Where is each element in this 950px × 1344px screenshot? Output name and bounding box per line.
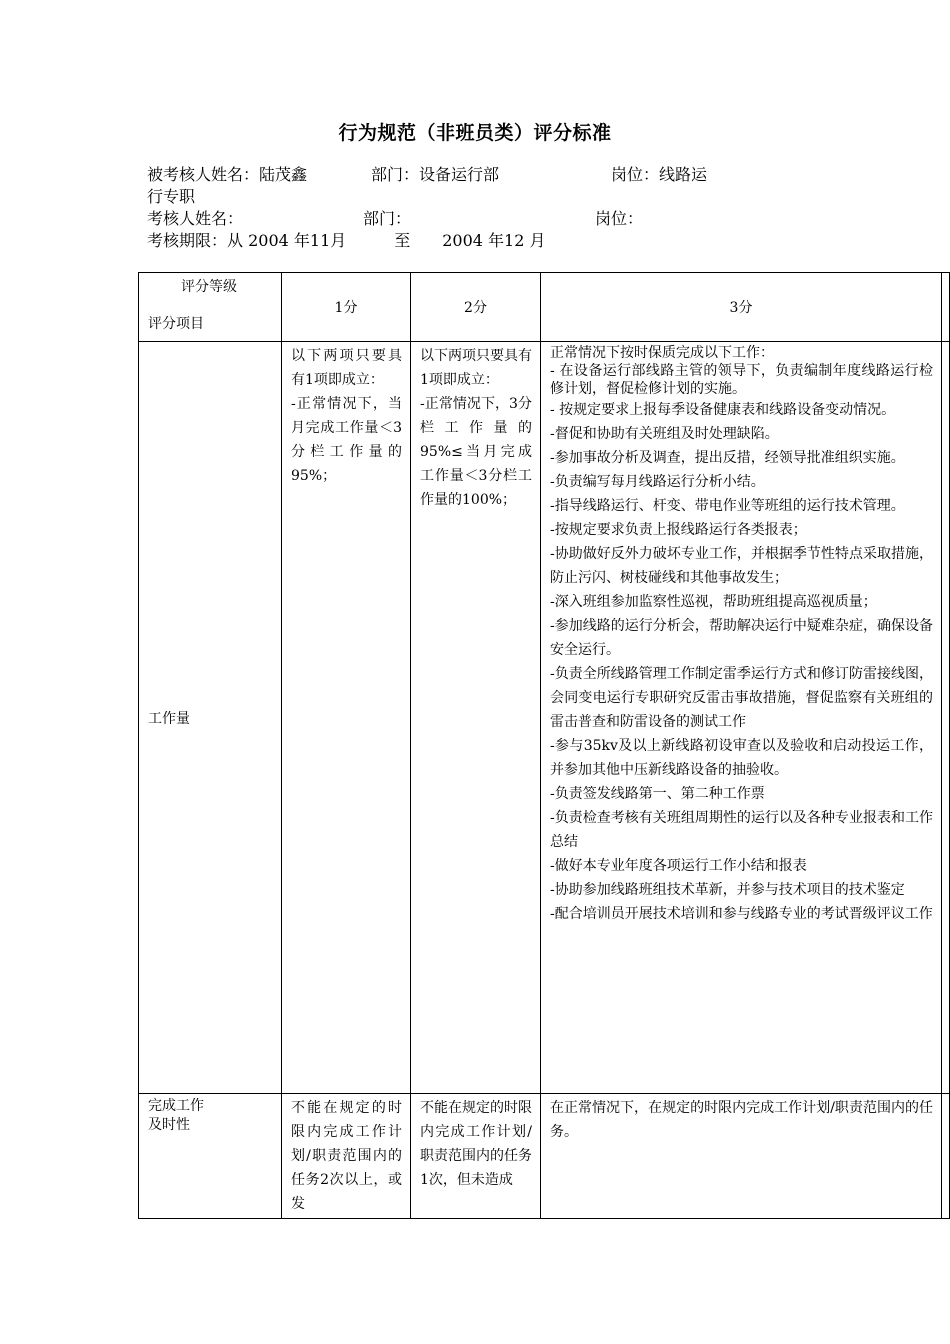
timeliness-score-1-text: 不能在规定的时限内完成工作计划/职责范围内的任务2次以上，或发 (291, 1100, 402, 1212)
examinee-position-continued: 行专职 (147, 187, 196, 206)
rating-item-label: 评分项目 (148, 316, 204, 332)
corner-header-cell (139, 273, 282, 342)
scoring-table (138, 272, 950, 1219)
score-1-header: 1分 (282, 273, 411, 342)
assessment-period-line: 考核期限：从 2004 年11月 至 2004 年12 月 (147, 231, 546, 250)
list-item: -负责检查考核有关班组周期性的运行以及各种专业报表和工作总结 (550, 810, 933, 850)
list-item: - 在设备运行部线路主管的领导下，负责编制年度线路运行检修计划，督促检修计划的实施。 (550, 363, 933, 397)
list-item: -参加线路的运行分析会，帮助解决运行中疑难杂症，确保设备安全运行。 (550, 618, 933, 658)
edge-cell (942, 342, 950, 1094)
workload-score-3 (541, 342, 942, 1094)
list-item: -督促和协助有关班组及时处理缺陷。 (550, 426, 779, 442)
list-item: -参与35kv及以上新线路初设审查以及验收和启动投运工作，并参加其他中压新线路设备的抽验收。 (550, 738, 933, 778)
table-row (139, 1094, 950, 1219)
list-item: -做好本专业年度各项运行工作小结和报表 (550, 858, 807, 874)
examiner-info-line: 考核人姓名： 部门： 岗位： (147, 209, 644, 228)
list-item: -协助参加线路班组技术革新，并参与技术项目的技术鉴定 (550, 882, 905, 898)
list-item: - 按规定要求上报每季设备健康表和线路设备变动情况。 (550, 402, 896, 418)
table-row (139, 342, 950, 1094)
list-item: -负责编写每月线路运行分析小结。 (550, 474, 765, 490)
list-item: -按规定要求负责上报线路运行各类报表； (550, 522, 807, 538)
list-item: -负责全所线路管理工作制定雷季运行方式和修订防雷接线图，会同变电运行专职研究反雷击事故措施，督促监察有关班组的雷击普查和防雷设备的测试工作 (550, 666, 933, 730)
list-item: -协助做好反外力破坏专业工作，并根据季节性特点采取措施，防止污闪、树枝碰线和其他事故发生； (550, 546, 933, 586)
list-item: -指导线路运行、杆变、带电作业等班组的运行技术管理。 (550, 498, 905, 514)
edge-cell (942, 1094, 950, 1219)
rating-level-label: 评分等级 (181, 279, 237, 295)
timeliness-score-2-text: 不能在规定的时限内完成工作计划/职责范围内的任务1次，但未造成 (420, 1100, 532, 1188)
workload-score-2-text: 以下两项只要具有1项即成立： -正常情况下，3分栏工作量的95%≤当月完成工作量＜3分栏工作量的100%； (420, 348, 532, 508)
page-title: 行为规范（非班员类）评分标准 (338, 122, 612, 144)
timeliness-score-3-text: 在正常情况下，在规定的时限内完成工作计划/职责范围内的任务。 (550, 1100, 933, 1140)
workload-score-3-list (541, 342, 941, 928)
timeliness-score-1 (282, 1094, 411, 1219)
list-item: -参加事故分析及调查，提出反措，经领导批准组织实施。 (550, 450, 905, 466)
table-header-row (139, 273, 950, 342)
score-3-header: 3分 (541, 273, 942, 342)
list-item: -配合培训员开展技术培训和参与线路专业的考试晋级评议工作 (550, 906, 933, 922)
workload-score-1-text: 以下两项只要具有1项即成立： -正常情况下，当月完成工作量＜3分栏工作量的95%； (291, 348, 402, 484)
score-2-header: 2分 (411, 273, 541, 342)
list-item: -负责签发线路第一、第二种工作票 (550, 786, 765, 802)
item-workload: 工作量 (139, 342, 282, 1094)
item-timeliness: 完成工作 及时性 (139, 1094, 282, 1219)
list-item: 正常情况下按时保质完成以下工作： (550, 345, 774, 361)
list-item: -深入班组参加监察性巡视，帮助班组提高巡视质量； (550, 594, 877, 610)
examinee-info-line: 被考核人姓名：陆茂鑫 部门：设备运行部 岗位：线路运 (147, 165, 708, 184)
workload-score-1 (282, 342, 411, 1094)
timeliness-score-3 (541, 1094, 942, 1219)
edge-cell (942, 273, 950, 342)
workload-score-2 (411, 342, 541, 1094)
timeliness-score-2 (411, 1094, 541, 1219)
